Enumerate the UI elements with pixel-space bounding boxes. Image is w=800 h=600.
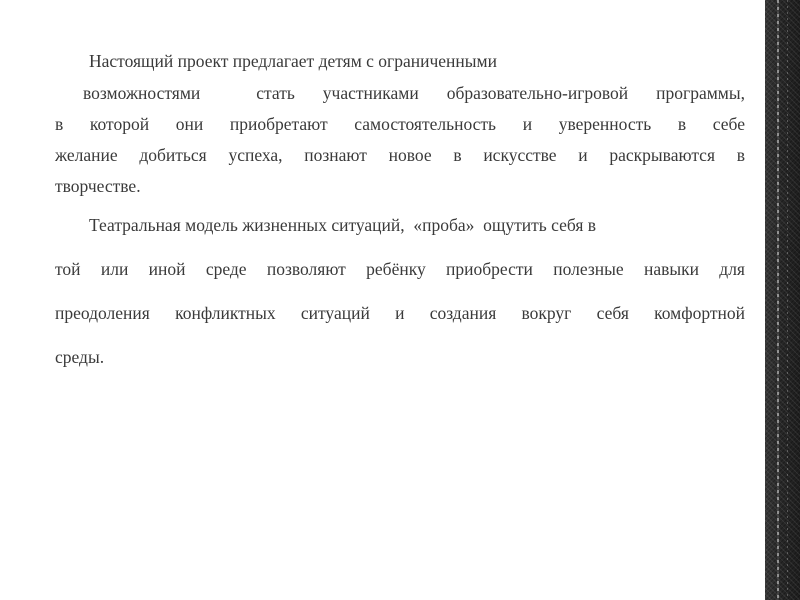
decorative-border [765, 0, 800, 600]
text-line: творчестве. [55, 176, 141, 196]
slide-text-body [55, 44, 745, 378]
text-line: той или иной среде позволяют ребёнку приобрести полезные навыки для [55, 259, 745, 279]
text-line: в которой они приобретают самостоятельность и уверенность в себе [55, 114, 745, 134]
text-line: возможностями стать участниками образовательно-игровой программы, [55, 83, 745, 103]
text-line: Настоящий проект предлагает детям с ограниченными [89, 51, 497, 71]
text-line: преодоления конфликтных ситуаций и создания вокруг себя комфортной [55, 303, 745, 323]
paragraph-1 [55, 44, 745, 202]
text-line: среды. [55, 347, 105, 367]
paragraph-2 [55, 205, 745, 378]
text-line: желание добиться успеха, познают новое в искусстве и раскрываются в [55, 145, 745, 165]
text-line: Театральная модель жизненных ситуаций, «проба» ощутить себя в [89, 215, 597, 235]
